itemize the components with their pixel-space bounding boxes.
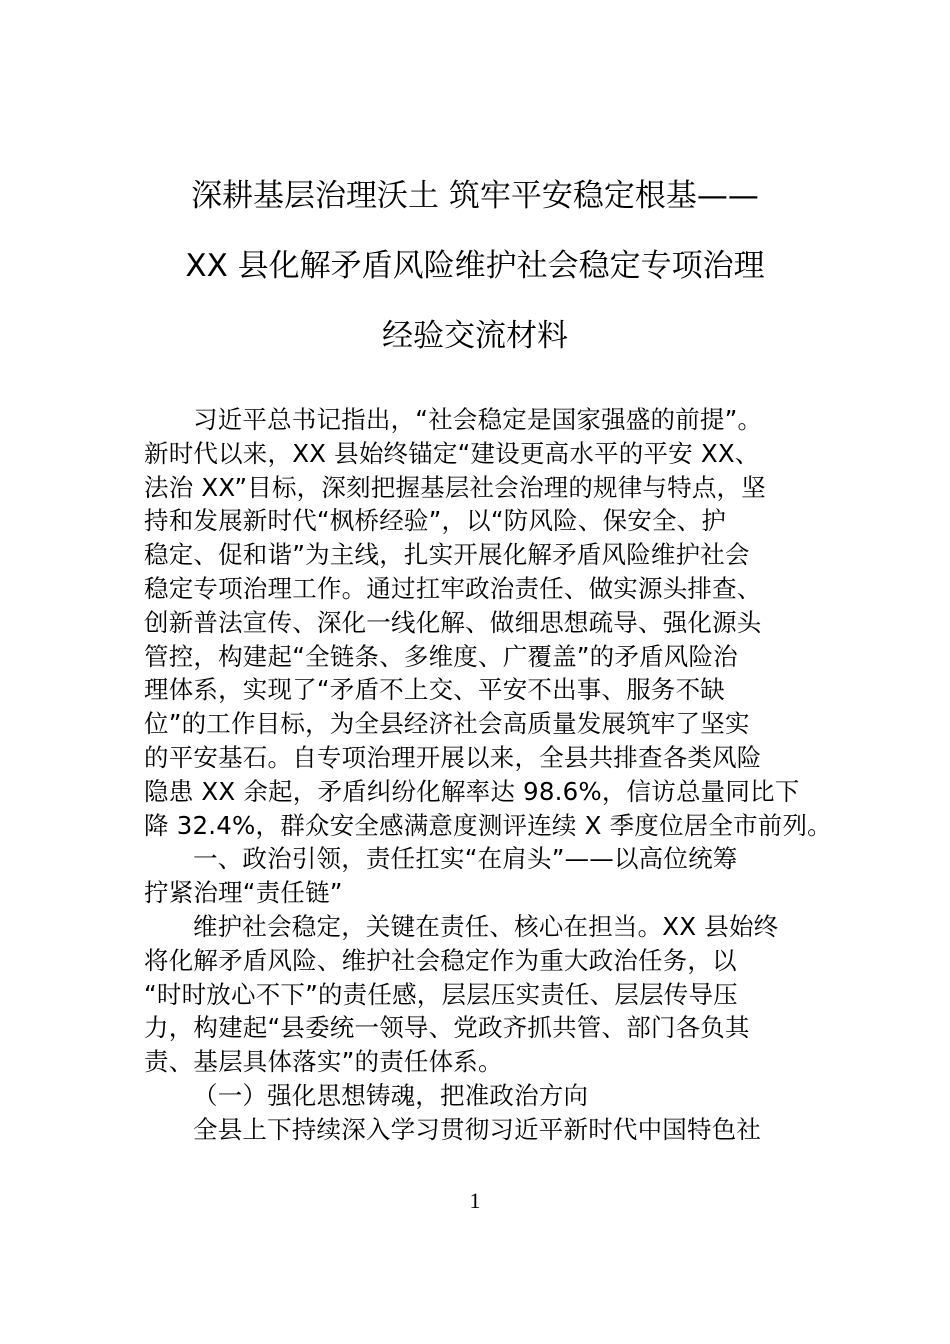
document-body bbox=[144, 403, 832, 1147]
section-heading-line: 拧紧治理“责任链” bbox=[144, 878, 343, 908]
subsection-heading-line: （一）强化思想铸魂，把准政治方向 bbox=[193, 1080, 589, 1110]
intro-paragraph-line: 降 32.4%，群众安全感满意度测评连续 X 季度位居全市前列。 bbox=[144, 810, 832, 840]
subsection-paragraph-line: 全县上下持续深入学习贯彻习近平新时代中国特色社 bbox=[193, 1114, 762, 1144]
intro-paragraph-line: 位”的工作目标，为全县经济社会高质量发展筑牢了坚实 bbox=[144, 709, 750, 739]
intro-paragraph-line: 创新普法宣传、深化一线化解、做细思想疏导、强化源头 bbox=[144, 607, 762, 637]
section-paragraph-line: 将化解矛盾风险、维护社会稳定作为重大政治任务，以 bbox=[144, 945, 737, 975]
intro-paragraph-line: 稳定专项治理工作。通过扛牢政治责任、做实源头排查、 bbox=[144, 573, 762, 603]
section-heading-line: 一、政治引领，责任扛实“在肩头”——以高位统筹 bbox=[193, 844, 738, 874]
intro-paragraph-line: 稳定、促和谐”为主线，扎实开展化解矛盾风险维护社会 bbox=[144, 540, 750, 570]
intro-paragraph-line: 法治 XX”目标，深刻把握基层社会治理的规律与特点，坚 bbox=[144, 472, 766, 502]
section-paragraph-line: “时时放心不下”的责任感，层层压实责任、层层传导压 bbox=[144, 979, 738, 1009]
section-paragraph-line: 责、基层具体落实”的责任体系。 bbox=[144, 1047, 503, 1077]
section-paragraph-line: 力，构建起“县委统一领导、党政齐抓共管、部门各负其 bbox=[144, 1013, 750, 1043]
page-number: 1 bbox=[469, 1188, 481, 1213]
title-line-1: 深耕基层治理沃土 筑牢平安稳定根基—— bbox=[191, 178, 759, 214]
intro-paragraph-line: 隐患 XX 余起，矛盾纠纷化解率达 98.6%，信访总量同比下 bbox=[144, 776, 800, 806]
intro-paragraph-line: 管控，构建起“全链条、多维度、广覆盖”的矛盾风险治 bbox=[144, 641, 738, 671]
intro-paragraph-line: 习近平总书记指出，“社会稳定是国家强盛的前提”。 bbox=[193, 405, 763, 434]
title-line-3: 经验交流材料 bbox=[382, 318, 568, 354]
title-line-2: XX 县化解矛盾风险维护社会稳定专项治理 bbox=[185, 248, 765, 284]
intro-paragraph-line: 持和发展新时代“枫桥经验”，以“防风险、保安全、护 bbox=[144, 506, 727, 536]
section-paragraph-line: 维护社会稳定，关键在责任、核心在担当。XX 县始终 bbox=[193, 911, 779, 941]
intro-paragraph-line: 的平安基石。自专项治理开展以来，全县共排查各类风险 bbox=[144, 742, 762, 772]
intro-paragraph-line: 理体系，实现了“矛盾不上交、平安不出事、服务不缺 bbox=[144, 675, 725, 705]
intro-paragraph-line: 新时代以来，XX 县始终锚定“建设更高水平的平安 XX、 bbox=[144, 438, 760, 468]
